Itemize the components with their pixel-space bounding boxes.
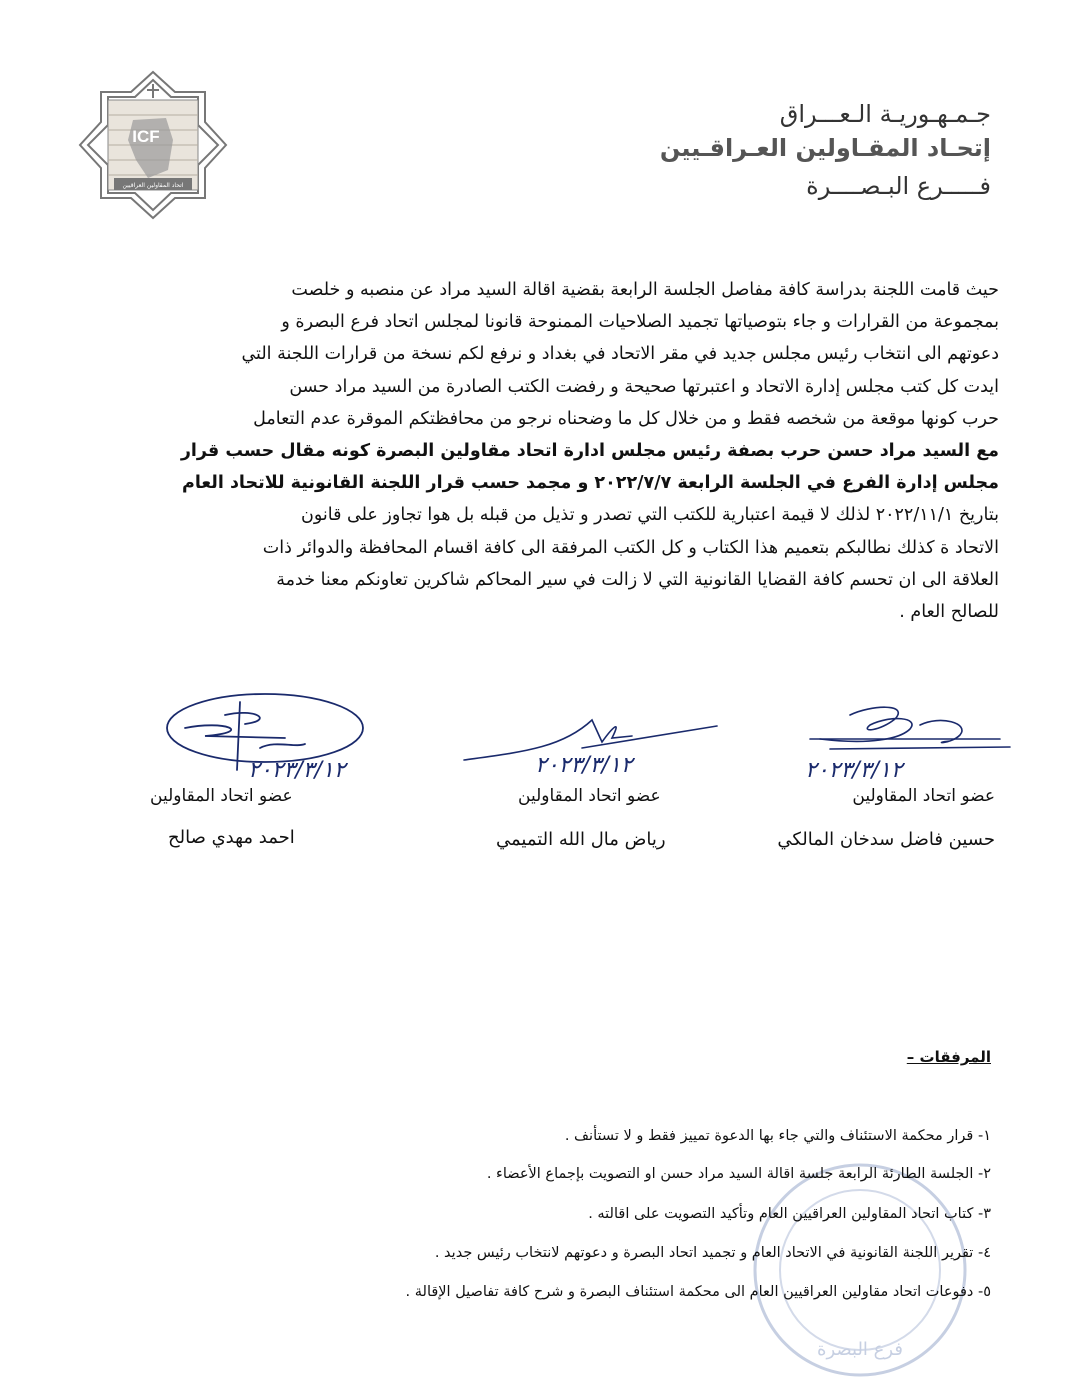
logo — [78, 70, 228, 220]
body-line: بمجموعة من القرارات و جاء بتوصياتها تجميد الصلاحيات الممنوحة قانونا لمجلس اتحاد فرع البصرة و — [281, 312, 999, 333]
signatory-3-name: احمد مهدي صالح — [168, 827, 295, 848]
body-line: الاتحاد ة كذلك نطالبكم بتعميم هذا الكتاب و كل الكتب المرفقة الى كافة اقسام المحافظة والدوائر ذات — [262, 537, 999, 558]
logo-caption: اتحاد المقاولين العراقيين — [122, 182, 184, 189]
body-line: بتاريخ ٢٠٢٢/١١/١ لذلك لا قيمة اعتبارية للكتب التي تصدر و تذيل من قبله بل هوا تجاوز على قانون — [301, 505, 999, 526]
body-line: دعوتهم الى انتخاب رئيس مجلس جديد في مقر الاتحاد في بغداد و نرفع لكم نسخة من قرارات اللجنة التي — [241, 344, 999, 365]
attachment-item: ٥- دفوعات اتحاد مقاولين العراقيين العام الى محكمة استئناف البصرة و شرح كافة تفاصيل الإقالة . — [405, 1284, 991, 1300]
body-line: حيث قامت اللجنة بدراسة كافة مفاصل الجلسة الرابعة بقضية اقالة السيد مراد عن منصبه و خلصت — [291, 280, 999, 300]
logo-text: ICF — [132, 127, 160, 146]
body-line: مجلس إدارة الفرع في الجلسة الرابعة ٢٠٢٢/٧/٧ و مجمد حسب قرار اللجنة القانونية للاتحاد العام — [182, 473, 999, 494]
body-line: حرب كونها موقعة من شخصه فقط و من خلال كل ما وضحناه نرجو من محافظتكم الموقرة عدم التعامل — [253, 408, 999, 429]
body-line: ايدت كل كتب مجلس إدارة الاتحاد و اعتبرتها صحيحة و رفضت الكتب الصادرة من السيد مراد حسن — [289, 376, 999, 397]
header-branch: فـــــرع البـصــــرة — [806, 172, 991, 200]
signatory-2-name: رياض مال الله التميمي — [496, 829, 666, 850]
signatory-2-title: عضو اتحاد المقاولين — [518, 786, 661, 806]
signatory-3-date: ٢٠٢٣/٣/١٢ — [248, 758, 346, 783]
attachment-item: ٤- تقرير اللجنة القانونية في الاتحاد العام و تجميد اتحاد البصرة و دعوتهم لانتخاب رئيس جديد . — [434, 1245, 991, 1261]
attachment-item: ٣- كتاب اتحاد المقاولين العراقيين العام وتأكيد التصويت على اقالته . — [588, 1206, 991, 1222]
attachment-item: ١- قرار محكمة الاستئناف والتي جاء بها الدعوة تمييز فقط و لا تستأنف . — [564, 1128, 991, 1144]
header-union: إتحـاد المقـاولين العـراقـيين — [659, 134, 991, 162]
body-line: للصالح العام . — [899, 602, 999, 623]
stamp-text: فرع البصرة — [817, 1339, 903, 1360]
signatory-3-title: عضو اتحاد المقاولين — [150, 786, 293, 806]
signatory-2-date: ٢٠٢٣/٣/١٢ — [535, 753, 633, 778]
attachments-title: المرفقات – — [906, 1048, 991, 1066]
attachment-item: ٢- الجلسة الطارئة الرابعة جلسة اقالة السيد مراد حسن او التصويت بإجماع الأعضاء . — [486, 1166, 991, 1182]
signatory-1-date: ٢٠٢٣/٣/١٢ — [805, 758, 903, 783]
stamp — [740, 1150, 980, 1390]
signatory-1-name: حسين فاضل سدخان المالكي — [777, 829, 995, 850]
body-line: العلاقة الى ان تحسم كافة القضايا القانونية التي لا زالت في سير المحاكم شاكرين تعاونكم معنا خدمة — [276, 569, 999, 590]
letter-body — [79, 274, 999, 628]
signatory-1-title: عضو اتحاد المقاولين — [852, 786, 995, 806]
header-country: جـمـهـوريـة الـعـــراق — [779, 100, 991, 128]
body-line: مع السيد مراد حسن حرب بصفة رئيس مجلس ادارة اتحاد مقاولين البصرة كونه مقال حسب قرار — [180, 441, 999, 462]
